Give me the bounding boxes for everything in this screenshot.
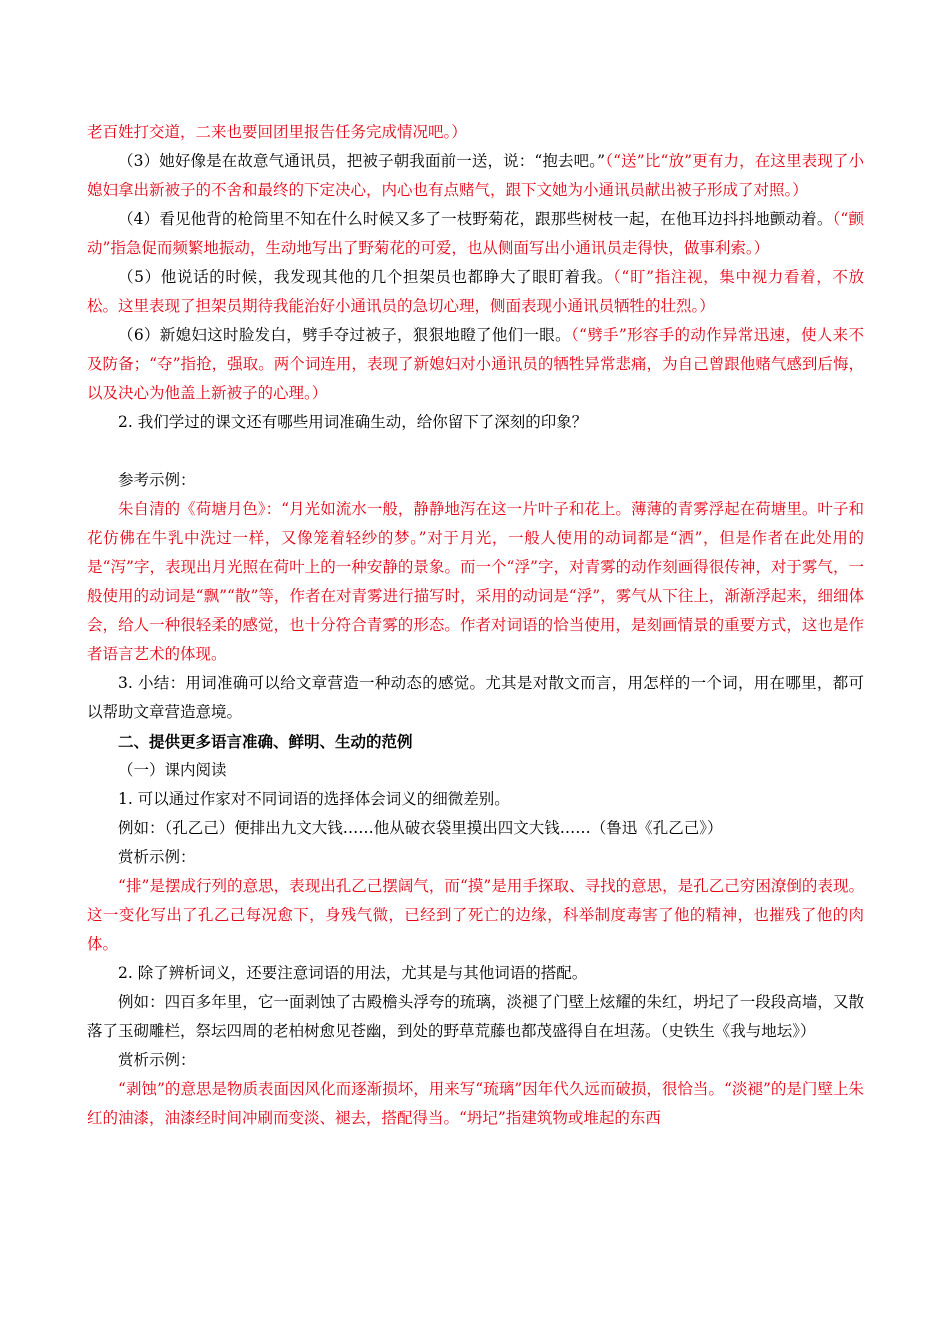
question-2: 2. 我们学过的课文还有哪些用词准确生动，给你留下了深刻的印象？ <box>118 413 588 431</box>
example-1: 例如：（孔乙己）便排出九文大钱……他从破衣袋里摸出四文大钱……（鲁迅《孔乙己》） <box>118 819 723 837</box>
quote-text: （6）新媳妇这时脸发白，劈手夺过被子，狠狠地瞪了他们一眼。 <box>118 326 571 344</box>
analysis-text-1: “排”是摆成行列的意思，表现出孔乙己摆阔气，而“摸”是用手探取、寻找的意思，是孔乙己穷困潦倒的表现。这一变化写出了孔乙己每况愈下，身残气微，已经到了死亡的边缘，科举制度毒害了他的精神，也摧残了他的肉体。 <box>87 877 864 953</box>
document-page <box>87 118 864 1133</box>
analysis-label-1: 赏析示例： <box>118 848 196 866</box>
analysis-text-2: “剥蚀”的意思是物质表面因风化而逐渐损坏，用来写“琉璃”因年代久远而破损，很恰当。“淡褪”的是门壁上朱红的油漆，油漆经时间冲刷而变淡、褪去，搭配得当。“坍圮”指建筑物或堆起的东西 <box>87 1080 864 1127</box>
example-2: 例如：四百多年里，它一面剥蚀了古殿檐头浮夸的琉璃，淡褪了门壁上炫耀的朱红，坍圮了一段段高墙，又散落了玉砌雕栏，祭坛四周的老柏树愈见苍幽，到处的野草荒藤也都茂盛得自在坦荡。（史铁生《我与地坛》） <box>87 993 864 1040</box>
example-sentence-3 <box>87 147 864 205</box>
annotation-text: （“送”比“放”更有力，在这里表现了小媳妇拿出新被子的不舍和最终的下定决心，内心也有点赌气，跟下文她为小通讯员献出被子形成了对照。） <box>87 152 864 199</box>
analysis-label-2: 赏析示例： <box>118 1051 196 1069</box>
quote-text: （5）他说话的时候，我发现其他的几个担架员也都睁大了眼盯着我。 <box>118 268 613 286</box>
reference-example-text: 朱自清的《荷塘月色》：“月光如流水一般，静静地泻在这一片叶子和花上。薄薄的青雾浮起在荷塘里。叶子和花仿佛在牛乳中洗过一样，又像笼着轻纱的梦。”对于月光，一般人使用的动词都是“洒”，但是作者在此处用的是“泻”字，表现出月光照在荷叶上的一种安静的景象。而一个“浮”字，对青雾的动作刻画得很传神，对于雾气，一般使用的动词是“飘”“散”等，作者在对青雾进行描写时，采用的动词是“浮”，雾气从下往上，渐渐浮起来，细细体会，给人一种很轻柔的感觉，也十分符合青雾的形态。作者对词语的恰当使用，是刻画情景的重要方式，这也是作者语言艺术的体现。 <box>87 500 864 663</box>
annotation-text: （“盯”指注视，集中视力看着，不放松。这里表现了担架员期待我能治好小通讯员的急切心理，侧面表现小通讯员牺牲的壮烈。） <box>87 268 864 315</box>
quote-text: （4）看见他背的枪筒里不知在什么时候又多了一枝野菊花，跟那些树枝一起，在他耳边抖抖地颤动着。 <box>118 210 833 228</box>
quote-text: （3）她好像是在故意气通讯员，把被子朝我面前一送，说：“抱去吧。” <box>118 152 606 170</box>
example-sentence-6 <box>87 321 864 408</box>
section-heading-2: 二、提供更多语言准确、鲜明、生动的范例 <box>118 732 413 751</box>
annotation-text: （“颤动”指急促而频繁地振动，生动地写出了野菊花的可爱，也从侧面写出小通讯员走得快，做事利索。） <box>87 210 864 257</box>
point-2: 2. 除了辨析词义，还要注意词语的用法，尤其是与其他词语的搭配。 <box>118 964 588 982</box>
example-sentence-4 <box>87 205 864 263</box>
blank-line <box>87 437 864 466</box>
summary-3: 3. 小结：用词准确可以给文章营造一种动态的感觉。尤其是对散文而言，用怎样的一个词，用在哪里，都可以帮助文章营造意境。 <box>87 674 864 721</box>
annotation-continued: 老百姓打交道，二来也要回团里报告任务完成情况吧。） <box>87 123 467 141</box>
point-1: 1. 可以通过作家对不同词语的选择体会词义的细微差别。 <box>118 790 510 808</box>
subsection-heading-1: （一）课内阅读 <box>118 761 227 779</box>
example-sentence-5 <box>87 263 864 321</box>
annotation-text: （“劈手”形容手的动作异常迅速，使人来不及防备；“夺”指抢，强取。两个词连用，表现了新媳妇对小通讯员的牺牲异常悲痛，为自己曾跟他赌气感到后悔，以及决心为他盖上新被子的心理。） <box>87 326 864 402</box>
reference-example-label: 参考示例： <box>118 471 196 489</box>
